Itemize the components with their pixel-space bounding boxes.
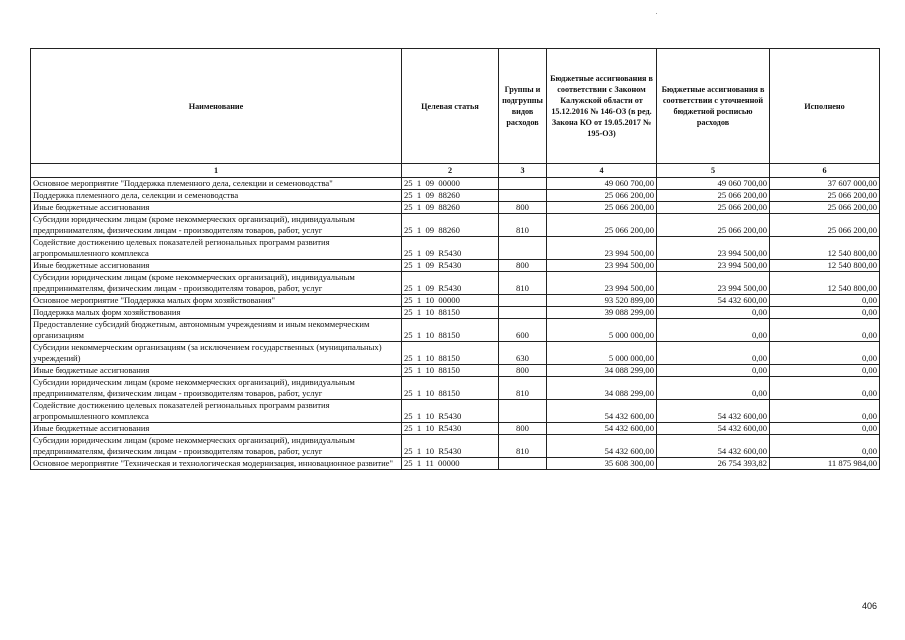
column-number: 2 [402, 164, 499, 178]
row-refined-amount-cell: 25 066 200,00 [657, 202, 770, 214]
column-number: 5 [657, 164, 770, 178]
column-number-row [31, 164, 880, 178]
table-row [31, 214, 880, 237]
header-target-article: Целевая статья [402, 49, 499, 164]
table-row [31, 365, 880, 377]
row-executed-amount-cell: 0,00 [770, 435, 880, 458]
table-row [31, 319, 880, 342]
header-expense-groups: Группы и подгруппы видов расходов [499, 49, 547, 164]
row-refined-amount-cell: 23 994 500,00 [657, 237, 770, 260]
row-executed-amount-cell: 12 540 800,00 [770, 272, 880, 295]
row-target-article-cell: 25 1 10 88150 [402, 319, 499, 342]
row-target-article-cell: 25 1 10 R5430 [402, 435, 499, 458]
table-row [31, 423, 880, 435]
row-name-cell: Основное мероприятие "Техническая и технологическая модернизация, инновационное развитие" [31, 458, 402, 470]
row-refined-amount-cell: 23 994 500,00 [657, 272, 770, 295]
table-row [31, 202, 880, 214]
row-target-article-cell: 25 1 09 R5430 [402, 260, 499, 272]
row-name-cell: Субсидии юридическим лицам (кроме некоммерческих организаций), индивидуальным предпринимателям, физическим лицам - производителям товаров, работ, услуг [31, 435, 402, 458]
scan-speck [656, 13, 657, 14]
row-refined-amount-cell: 0,00 [657, 319, 770, 342]
row-refined-amount-cell: 0,00 [657, 342, 770, 365]
row-expense-group-cell: 800 [499, 260, 547, 272]
header-refined-allocations: Бюджетные ассигнования в соответствии с уточненной бюджетной росписью расходов [657, 49, 770, 164]
row-refined-amount-cell: 25 066 200,00 [657, 214, 770, 237]
row-executed-amount-cell: 0,00 [770, 342, 880, 365]
row-refined-amount-cell: 0,00 [657, 377, 770, 400]
row-name-cell: Субсидии некоммерческим организациям (за исключением государственных (муниципальных) учреждений) [31, 342, 402, 365]
row-executed-amount-cell: 37 607 000,00 [770, 178, 880, 190]
row-executed-amount-cell: 0,00 [770, 377, 880, 400]
row-expense-group-cell: 810 [499, 214, 547, 237]
row-executed-amount-cell: 0,00 [770, 295, 880, 307]
header-approved-allocations: Бюджетные ассигнования в соответствии с Законом Калужской области от 15.12.2016 № 146-ОЗ (в ред. Закона КО от 19.05.2017 № 195-ОЗ) [547, 49, 657, 164]
row-executed-amount-cell: 0,00 [770, 365, 880, 377]
row-expense-group-cell: 810 [499, 272, 547, 295]
budget-execution-table [30, 48, 880, 470]
row-target-article-cell: 25 1 09 88260 [402, 214, 499, 237]
row-approved-amount-cell: 5 000 000,00 [547, 319, 657, 342]
row-target-article-cell: 25 1 09 00000 [402, 178, 499, 190]
row-expense-group-cell [499, 307, 547, 319]
row-executed-amount-cell: 12 540 800,00 [770, 260, 880, 272]
row-approved-amount-cell: 54 432 600,00 [547, 423, 657, 435]
row-expense-group-cell [499, 237, 547, 260]
row-approved-amount-cell: 39 088 299,00 [547, 307, 657, 319]
row-refined-amount-cell: 25 066 200,00 [657, 190, 770, 202]
row-expense-group-cell [499, 458, 547, 470]
row-approved-amount-cell: 54 432 600,00 [547, 435, 657, 458]
row-refined-amount-cell: 54 432 600,00 [657, 423, 770, 435]
row-target-article-cell: 25 1 09 R5430 [402, 272, 499, 295]
row-target-article-cell: 25 1 10 R5430 [402, 400, 499, 423]
row-approved-amount-cell: 93 520 899,00 [547, 295, 657, 307]
row-name-cell: Поддержка племенного дела, селекции и семеноводства [31, 190, 402, 202]
row-target-article-cell: 25 1 11 00000 [402, 458, 499, 470]
row-executed-amount-cell: 0,00 [770, 400, 880, 423]
row-expense-group-cell [499, 178, 547, 190]
row-target-article-cell: 25 1 10 88150 [402, 307, 499, 319]
row-name-cell: Основное мероприятие "Поддержка малых форм хозяйствования" [31, 295, 402, 307]
row-target-article-cell: 25 1 10 88150 [402, 342, 499, 365]
row-target-article-cell: 25 1 10 00000 [402, 295, 499, 307]
row-target-article-cell: 25 1 09 88260 [402, 202, 499, 214]
row-expense-group-cell: 800 [499, 365, 547, 377]
row-refined-amount-cell: 54 432 600,00 [657, 435, 770, 458]
row-executed-amount-cell: 25 066 200,00 [770, 202, 880, 214]
page-number: 406 [862, 601, 878, 611]
row-refined-amount-cell: 0,00 [657, 307, 770, 319]
table-row [31, 190, 880, 202]
table-row [31, 342, 880, 365]
row-approved-amount-cell: 25 066 200,00 [547, 190, 657, 202]
row-name-cell: Иные бюджетные ассигнования [31, 260, 402, 272]
column-number: 6 [770, 164, 880, 178]
table-row [31, 377, 880, 400]
row-approved-amount-cell: 54 432 600,00 [547, 400, 657, 423]
row-name-cell: Основное мероприятие "Поддержка племенного дела, селекции и семеноводства" [31, 178, 402, 190]
row-refined-amount-cell: 0,00 [657, 365, 770, 377]
header-name: Наименование [31, 49, 402, 164]
row-approved-amount-cell: 23 994 500,00 [547, 237, 657, 260]
row-expense-group-cell: 810 [499, 377, 547, 400]
row-name-cell: Иные бюджетные ассигнования [31, 423, 402, 435]
row-expense-group-cell [499, 400, 547, 423]
table-row [31, 458, 880, 470]
table-row [31, 435, 880, 458]
row-executed-amount-cell: 12 540 800,00 [770, 237, 880, 260]
row-expense-group-cell: 800 [499, 202, 547, 214]
table-row [31, 237, 880, 260]
column-number: 4 [547, 164, 657, 178]
row-executed-amount-cell: 0,00 [770, 423, 880, 435]
header-executed: Исполнено [770, 49, 880, 164]
row-executed-amount-cell: 25 066 200,00 [770, 214, 880, 237]
row-target-article-cell: 25 1 10 88150 [402, 377, 499, 400]
table-row [31, 260, 880, 272]
row-approved-amount-cell: 25 066 200,00 [547, 214, 657, 237]
row-name-cell: Предоставление субсидий бюджетным, автономным учреждениям и иным некоммерческим организациям [31, 319, 402, 342]
table-row [31, 307, 880, 319]
row-name-cell: Иные бюджетные ассигнования [31, 202, 402, 214]
row-name-cell: Содействие достижению целевых показателей региональных программ развития агропромышленного комплекса [31, 400, 402, 423]
row-refined-amount-cell: 54 432 600,00 [657, 400, 770, 423]
row-approved-amount-cell: 35 608 300,00 [547, 458, 657, 470]
row-executed-amount-cell: 25 066 200,00 [770, 190, 880, 202]
row-expense-group-cell: 630 [499, 342, 547, 365]
row-target-article-cell: 25 1 10 R5430 [402, 423, 499, 435]
row-approved-amount-cell: 23 994 500,00 [547, 260, 657, 272]
table-row [31, 178, 880, 190]
row-approved-amount-cell: 25 066 200,00 [547, 202, 657, 214]
row-refined-amount-cell: 54 432 600,00 [657, 295, 770, 307]
table-body [31, 178, 880, 470]
row-executed-amount-cell: 0,00 [770, 319, 880, 342]
row-refined-amount-cell: 26 754 393,82 [657, 458, 770, 470]
header-row [31, 49, 880, 164]
table-row [31, 295, 880, 307]
row-name-cell: Содействие достижению целевых показателей региональных программ развития агропромышленного комплекса [31, 237, 402, 260]
row-expense-group-cell: 600 [499, 319, 547, 342]
row-expense-group-cell: 800 [499, 423, 547, 435]
row-approved-amount-cell: 49 060 700,00 [547, 178, 657, 190]
row-expense-group-cell [499, 295, 547, 307]
row-target-article-cell: 25 1 09 R5430 [402, 237, 499, 260]
row-expense-group-cell [499, 190, 547, 202]
row-name-cell: Иные бюджетные ассигнования [31, 365, 402, 377]
row-name-cell: Субсидии юридическим лицам (кроме некоммерческих организаций), индивидуальным предпринимателям, физическим лицам - производителям товаров, работ, услуг [31, 377, 402, 400]
row-expense-group-cell: 810 [499, 435, 547, 458]
row-name-cell: Поддержка малых форм хозяйствования [31, 307, 402, 319]
row-refined-amount-cell: 49 060 700,00 [657, 178, 770, 190]
row-executed-amount-cell: 0,00 [770, 307, 880, 319]
row-approved-amount-cell: 5 000 000,00 [547, 342, 657, 365]
table-row [31, 272, 880, 295]
row-executed-amount-cell: 11 875 984,00 [770, 458, 880, 470]
row-name-cell: Субсидии юридическим лицам (кроме некоммерческих организаций), индивидуальным предпринимателям, физическим лицам - производителям товаров, работ, услуг [31, 272, 402, 295]
column-number: 1 [31, 164, 402, 178]
row-name-cell: Субсидии юридическим лицам (кроме некоммерческих организаций), индивидуальным предпринимателям, физическим лицам - производителям товаров, работ, услуг [31, 214, 402, 237]
column-number: 3 [499, 164, 547, 178]
table-row [31, 400, 880, 423]
row-refined-amount-cell: 23 994 500,00 [657, 260, 770, 272]
row-target-article-cell: 25 1 10 88150 [402, 365, 499, 377]
row-target-article-cell: 25 1 09 88260 [402, 190, 499, 202]
row-approved-amount-cell: 23 994 500,00 [547, 272, 657, 295]
row-approved-amount-cell: 34 088 299,00 [547, 377, 657, 400]
row-approved-amount-cell: 34 088 299,00 [547, 365, 657, 377]
